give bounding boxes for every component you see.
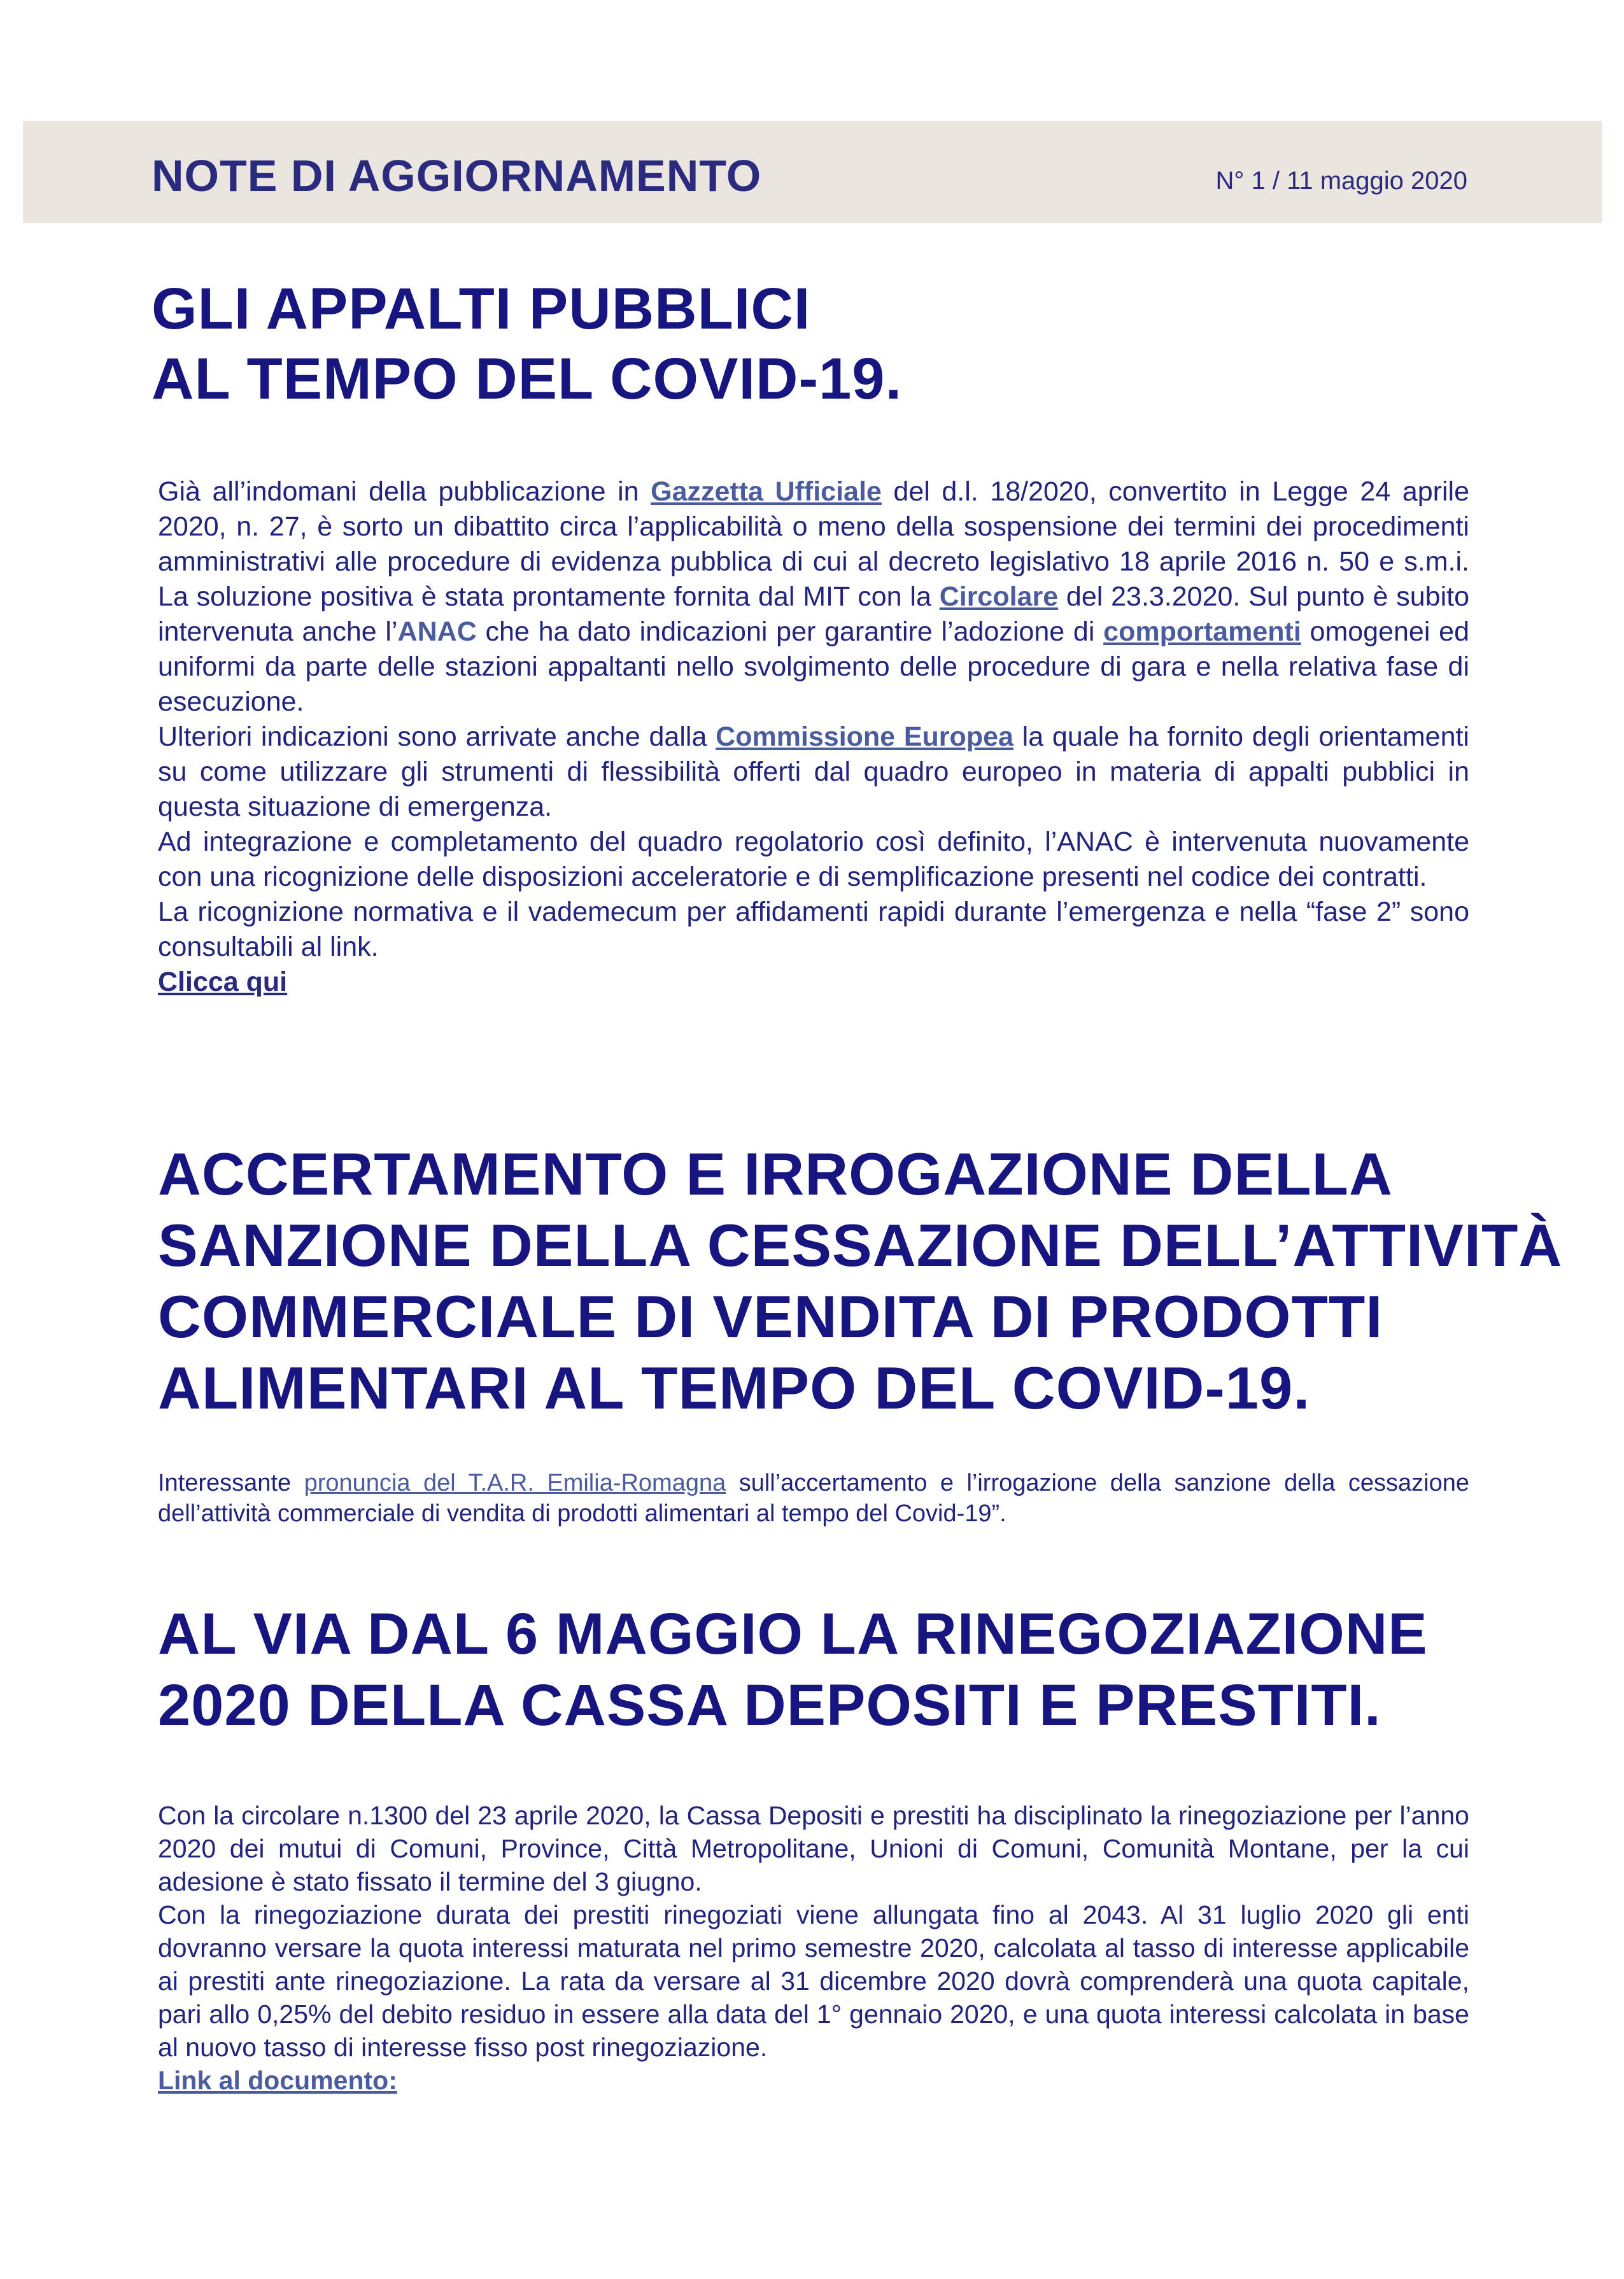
section-body-accertamento — [158, 1468, 1469, 1529]
title-line: 2020 DELLA CASSA DEPOSITI E PRESTITI. — [158, 1673, 1381, 1738]
link-circolare[interactable]: Circolare — [939, 581, 1059, 612]
section-title-appalti — [152, 274, 902, 414]
paragraph: Con la rinegoziazione durata dei prestiti rinegoziati viene allungata fino al 2043. Al 31 luglio 2020 gli enti dovranno versare la quota interessi maturata nel primo semestre 2020, calcolata al tasso di interesse applicabile ai prestiti ante rinegoziazione. La rata da versare al 31 dicembre 2020 dovrà comprenderà una quota capitale, pari allo 0,25% del debito residuo in essere alla data del 1° gennaio 2020, e una quota interessi calcolata in base al nuovo tasso di interesse fisso post rinegoziazione. — [158, 1900, 1469, 2062]
issue-date: N° 1 / 11 maggio 2020 — [1215, 167, 1467, 195]
title-line: GLI APPALTI PUBBLICI — [152, 276, 811, 341]
text: Interessante — [158, 1470, 304, 1496]
text: del 23.3.2020. Sul punto è subito intervenuta anche l’ — [158, 581, 1469, 647]
link-commissione-europea[interactable]: Commissione Europea — [716, 721, 1013, 752]
link-pronuncia-tar[interactable]: pronuncia del T.A.R. Emilia-Romagna — [304, 1470, 726, 1496]
section-title-accertamento — [158, 1139, 1562, 1424]
newsletter-title: NOTE DI AGGIORNAMENTO — [152, 151, 762, 201]
title-line: SANZIONE DELLA CESSAZIONE DELL’ATTIVITÀ — [158, 1212, 1563, 1279]
paragraph: La ricognizione normativa e il vademecum per affidamenti rapidi durante l’emergenza e nella “fase 2” sono consultabili al link. — [158, 897, 1469, 962]
title-line: ALIMENTARI AL TEMPO DEL COVID-19. — [158, 1354, 1311, 1421]
paragraph — [158, 965, 1469, 1000]
anac-label: ANAC — [397, 616, 477, 647]
title-line: ACCERTAMENTO E IRROGAZIONE DELLA — [158, 1140, 1393, 1207]
paragraph — [158, 2064, 1469, 2097]
clicca-qui-link[interactable]: Clicca qui — [158, 967, 288, 997]
link-comportamenti[interactable]: comportamenti — [1103, 616, 1301, 647]
text: che ha dato indicazioni per garantire l’adozione di — [476, 616, 1104, 647]
section-body-rinegoziazione — [158, 1799, 1469, 2097]
section-body-appalti — [158, 474, 1469, 1000]
link-gazzetta-ufficiale[interactable]: Gazzetta Ufficiale — [651, 476, 882, 507]
title-line: AL TEMPO DEL COVID-19. — [152, 346, 903, 411]
title-line: AL VIA DAL 6 MAGGIO LA RINEGOZIAZIONE — [158, 1601, 1428, 1666]
paragraph — [158, 474, 1469, 720]
section-title-rinegoziazione — [158, 1598, 1428, 1741]
text: Ulteriori indicazioni sono arrivate anche dalla — [158, 721, 716, 752]
text: la quale ha fornito degli orientamenti su come utilizzare gli strumenti di flessibilità offerti dal quadro europeo in materia di appalti pubblici in questa situazione di emergenza. — [158, 721, 1469, 822]
text: Già all’indomani della pubblicazione in — [158, 476, 651, 507]
title-line: COMMERCIALE DI VENDITA DI PRODOTTI — [158, 1283, 1383, 1350]
paragraph — [158, 720, 1469, 825]
link-al-documento[interactable]: Link al documento: — [158, 2066, 397, 2095]
paragraph: Con la circolare n.1300 del 23 aprile 2020, la Cassa Depositi e prestiti ha disciplinato la rinegoziazione per l’anno 2020 dei mutui di Comuni, Province, Città Metropolitane, Unioni di Comuni, Comunità Montane, per la cui adesione è stato fissato il termine del 3 giugno. — [158, 1801, 1469, 1896]
text: omogenei ed uniformi da parte delle stazioni appaltanti nello svolgimento delle procedure di gara e nella relativa fase di esecuzione. — [158, 616, 1469, 717]
paragraph — [158, 1468, 1469, 1529]
paragraph: Ad integrazione e completamento del quadro regolatorio così definito, l’ANAC è intervenuta nuovamente con una ricognizione delle disposizioni acceleratorie e di semplificazione presenti nel codice dei contratti. — [158, 827, 1469, 892]
text: del d.l. 18/2020, convertito in Legge 24 aprile 2020, n. 27, è sorto un dibattito circa l’applicabilità o meno della sospensione dei termini dei procedimenti amministrativi alle procedure di evidenza pubblica di cui al decreto legislativo 18 aprile 2016 n. 50 e s.m.i. La soluzione positiva è stata prontamente fornita dal MIT con la — [158, 476, 1469, 612]
text: sull’accertamento e l’irrogazione della sanzione della cessazione dell’attività commerciale di vendita di prodotti alimentari al tempo del Covid-19”. — [158, 1470, 1469, 1527]
